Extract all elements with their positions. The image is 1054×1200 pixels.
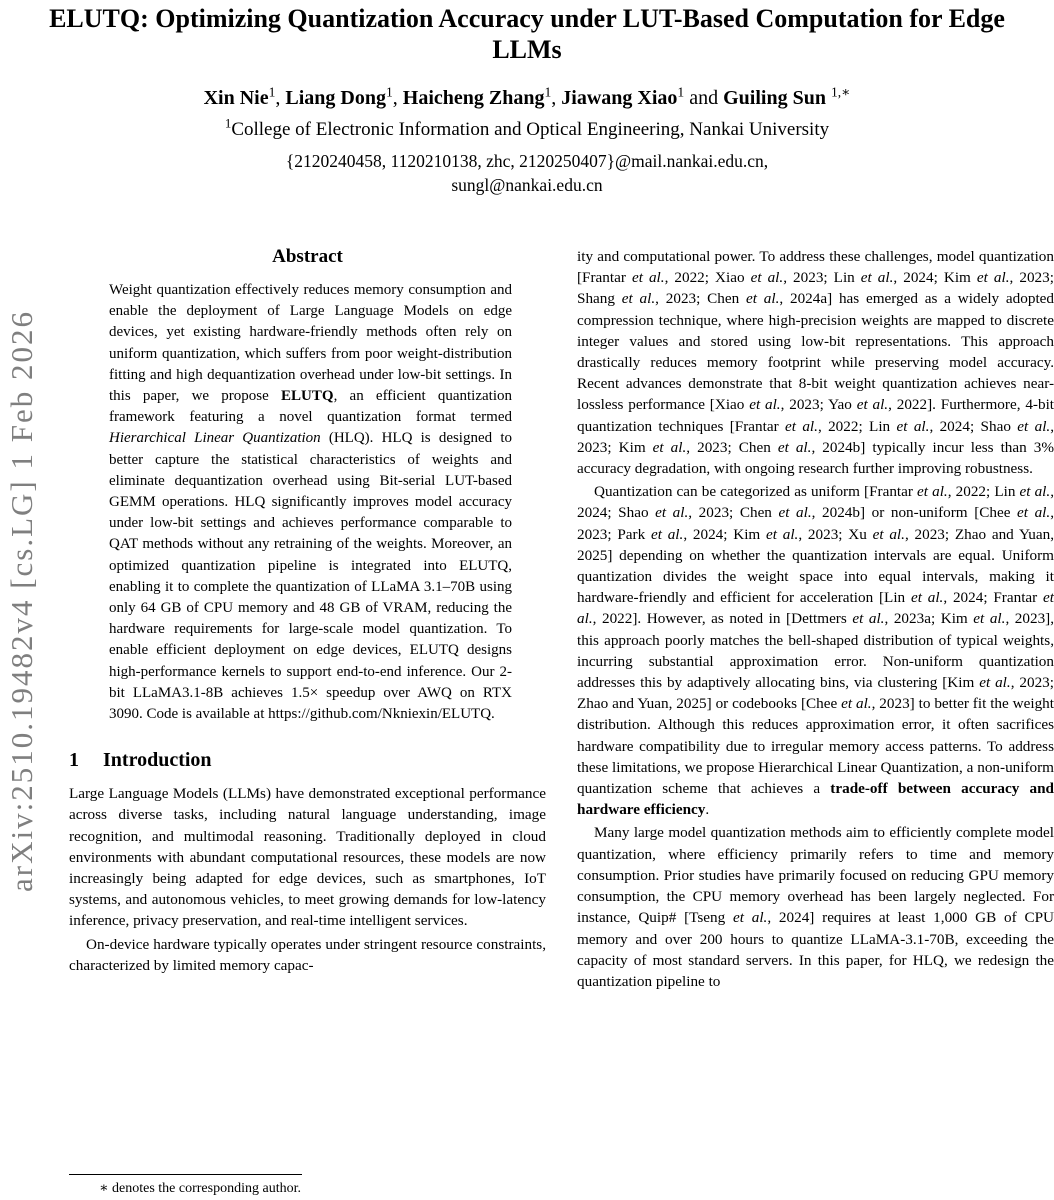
email-line-2: sungl@nankai.edu.cn [451, 175, 603, 195]
text-run: , 2023; Lin [783, 269, 861, 287]
text-run: , 2024; Shao [577, 483, 1054, 522]
authors-line [0, 84, 1054, 110]
text-run: , 2024; Kim [683, 525, 767, 543]
text-run: , 2023; Chen [688, 504, 779, 522]
footnote-rule [69, 1174, 302, 1175]
text-run: Jiawang Xiao [561, 87, 678, 110]
text-run: , 2023; Shang [577, 269, 1054, 308]
text-run: Liang Dong [285, 87, 386, 110]
text-run: , 2022; Lin [817, 417, 897, 435]
text-run: et al. [777, 438, 812, 456]
right-column [577, 246, 1054, 992]
text-run: . [705, 801, 710, 819]
text-run: , 2022]. Furthermore, 4-bit quantization techniques [Frantar [577, 396, 1054, 435]
right-paragraph-1 [577, 246, 1054, 479]
text-run: , 2023; Chen [686, 438, 778, 456]
text-run: 1,∗ [830, 84, 851, 100]
text-run: et al. [766, 525, 799, 543]
text-run: , 2024; Kim [893, 269, 977, 287]
email-line-1: {2120240458, 1120210138, zhc, 2120250407}@mail.nankai.edu.cn, [285, 151, 769, 172]
abstract-section [69, 246, 546, 725]
text-run: , 2024; Frantar [943, 589, 1044, 607]
paper-title: ELUTQ: Optimizing Quantization Accuracy under LUT-Based Computation for Edge LLMs [49, 4, 1005, 65]
text-run: et al. [621, 290, 656, 308]
text-run: , 2024a] has emerged as a widely adopted compression technique, where high-precision weights are mapped to discrete integer values and stored using low-bit representations. This approach drastically reduces memory footprint while preserving model accuracy. Recent advances demonstrate that 8-bit weight quantization achieves near-lossless performance [Xiao [577, 290, 1054, 414]
abstract-heading: Abstract [272, 246, 343, 267]
text-run: , 2023; Xu [798, 525, 873, 543]
right-paragraph-2 [577, 481, 1054, 820]
text-run: et al. [650, 525, 684, 543]
emails-block [0, 150, 1054, 197]
section-title: Introduction [103, 749, 212, 772]
text-run: , 2023a; Kim [884, 610, 974, 628]
text-run: , 2023; Kim [577, 417, 1054, 456]
text-run: On-device hardware typically operates under stringent resource constraints, characterized by limited memory capac- [69, 935, 546, 974]
text-run: , 2022; Xiao [664, 269, 751, 287]
footnote-area [69, 1174, 546, 1197]
text-run: et al. [746, 290, 780, 308]
text-run: Many large model quantization methods aim to efficiently complete model quantization, where efficiency primarily refers to time and memory consumption. Prior studies have primarily focused on reducing GPU memory consumption, the CPU memory overhead has been largely neglected. For instance, Quip# [Tseng [577, 824, 1054, 927]
affiliation-line [0, 116, 1054, 141]
paper-header [0, 0, 1054, 198]
arxiv-watermark-label: arXiv:2510.19482v4 [cs.LG] 1 Feb 2026 [4, 310, 39, 892]
text-run: , 2024; Shao [929, 417, 1018, 435]
text-run: et al. [860, 269, 894, 287]
text-run: et al. [785, 417, 818, 435]
two-column-body [69, 246, 1054, 992]
text-run: , [551, 87, 562, 110]
text-run: et al. [750, 269, 784, 287]
text-run: et al. [652, 438, 687, 456]
text-run: et al. [917, 483, 948, 501]
text-run: , 2022; Lin [947, 483, 1020, 501]
text-run: et al. [896, 417, 930, 435]
text-run: ELUTQ [281, 388, 334, 405]
text-run: , [392, 87, 403, 110]
text-run: et al. [910, 589, 944, 607]
arxiv-watermark [2, 250, 42, 952]
text-run: , 2024b] or non-uniform [Chee [811, 504, 1018, 522]
text-run: et al. [872, 525, 905, 543]
abstract-text [109, 280, 512, 725]
text-run: Weight quantization effectively reduces memory consumption and enable the deployment of Large Language Models on edge devices, yet existing hardware-friendly methods often rely on uniform quantization, which suffers from poor weight-distribution fitting and high dequantization overhead under low-bit settings. In this paper, we propose [109, 282, 512, 405]
text-run: et al. [631, 269, 665, 287]
text-run: , 2023; Zhao and Yuan, 2025] depending on whether the quantization intervals are equal. Uniform quantization divides the weight space into equal intervals, making it hardware-friendly and efficient for acceleration [Lin [577, 525, 1054, 607]
text-run: , 2024b] typically incur less than 3% accuracy degradation, with ongoing research further improving robustness. [577, 438, 1054, 478]
text-run: 1 [268, 84, 276, 100]
left-column [69, 246, 546, 992]
github-link[interactable]: https://github.com/Nkniexin/ELUTQ [268, 706, 492, 723]
text-run: et al. [577, 589, 1054, 628]
text-run: College of Electronic Information and Optical Engineering, Nankai University [231, 119, 830, 141]
text-run: et al. [852, 610, 885, 628]
text-run: , 2023; Zhao and Yuan, 2025] or codebooks [Chee [577, 674, 1054, 713]
text-run: , 2023], this approach poorly matches the bell-shaped distribution of typical weights, incurring substantial approximation error. Non-uniform quantization addresses this by adaptively allocating bins, via clustering [Kim [577, 610, 1054, 692]
text-run: Guiling Sun [723, 87, 826, 110]
text-run: and [684, 87, 724, 110]
text-run: Haicheng Zhang [402, 87, 545, 110]
text-run: , 2023; Park [577, 504, 1054, 543]
text-run: et al. [973, 610, 1006, 628]
text-run: et al. [655, 504, 689, 522]
text-run: et al. [749, 396, 781, 414]
text-run: 1 [544, 84, 552, 100]
text-run: trade-off between accuracy and hardware efficiency [577, 780, 1054, 819]
footnote-text: ∗ denotes the corresponding author. [99, 1181, 301, 1196]
text-run: (HLQ). HLQ is designed to better capture the statistical characteristics of weights and eliminate dequantization overhead using Bit-serial LUT-based GEMM operations. HLQ significantly improves model accuracy under low-bit settings and achieves performance comparable to QAT methods without any retraining of the weights. Moreover, an optimized quantization pipeline is integrated into ELUTQ, enabling it to complete the quantization of LLaMA 3.1–70B using only 64 GB of CPU memory and 48 GB of VRAM, reducing the hardware requirements for large-scale model quantization. To enable efficient deployment on edge devices, ELUTQ designs high-performance kernels to support end-to-end inference. Our 2-bit LLaMA3.1-8B achieves 1.5× speedup over AWQ on RTX 3090. Code is available at [109, 430, 512, 723]
text-run: Quantization can be categorized as uniform [Frantar [594, 483, 918, 501]
text-run: et al. [979, 674, 1011, 692]
text-run: et al. [841, 695, 872, 713]
text-run: et al. [1017, 504, 1051, 522]
text-run: . [491, 706, 495, 723]
text-run: , 2023; Chen [655, 290, 747, 308]
text-run: , 2023; Yao [780, 396, 857, 414]
text-run: et al. [1019, 483, 1051, 501]
section-heading-introduction [69, 749, 546, 772]
section-number: 1 [69, 749, 79, 772]
text-run: et al. [732, 909, 768, 927]
text-run: et al. [856, 396, 889, 414]
text-run: Hierarchical Linear Quantization [109, 430, 321, 447]
text-run: 1 [224, 116, 232, 132]
text-run: , 2022]. However, as noted in [Dettmers [592, 610, 853, 628]
text-run: Large Language Models (LLMs) have demonstrated exceptional performance across diverse tasks, including natural language understanding, image recognition, and multimodal reasoning. Traditionally deployed in cloud environments with abundant computational resources, these models are now increasingly being adapted for edge devices, such as smartphones, IoT systems, and autonomous vehicles, to meet growing demands for low-latency inference, privacy preservation, and real-time intelligent services. [69, 785, 546, 930]
text-run: et al. [976, 269, 1010, 287]
text-run: Xin Nie [203, 87, 269, 110]
text-run: , an efficient quantization framework featuring a novel quantization format termed [109, 388, 512, 426]
intro-paragraph-1 [69, 783, 546, 931]
right-paragraph-3 [577, 822, 1054, 992]
text-run: , 2023] to better fit the weight distribution. Although this reduces approximation error, it often sacrifices hardware compatibility due to irregular memory access patterns. To address these limitations, we propose Hierarchical Linear Quantization, a non-uniform quantization scheme that achieves a [577, 695, 1054, 798]
intro-paragraph-2 [69, 934, 546, 976]
text-run: , 2024] requires at least 1,000 GB of CPU memory and over 200 hours to quantize LLaMA-3.1-70B, exceeding the capacity of most standard servers. In this paper, for HLQ, we redesign the quantization pipeline to [577, 909, 1054, 990]
text-run: et al. [1017, 417, 1051, 435]
text-run: , [275, 87, 286, 110]
text-run: et al. [778, 504, 812, 522]
text-run: ity and computational power. To address these challenges, model quantization [Frantar [577, 248, 1054, 287]
text-run: 1 [386, 84, 393, 100]
text-run: 1 [677, 84, 685, 100]
